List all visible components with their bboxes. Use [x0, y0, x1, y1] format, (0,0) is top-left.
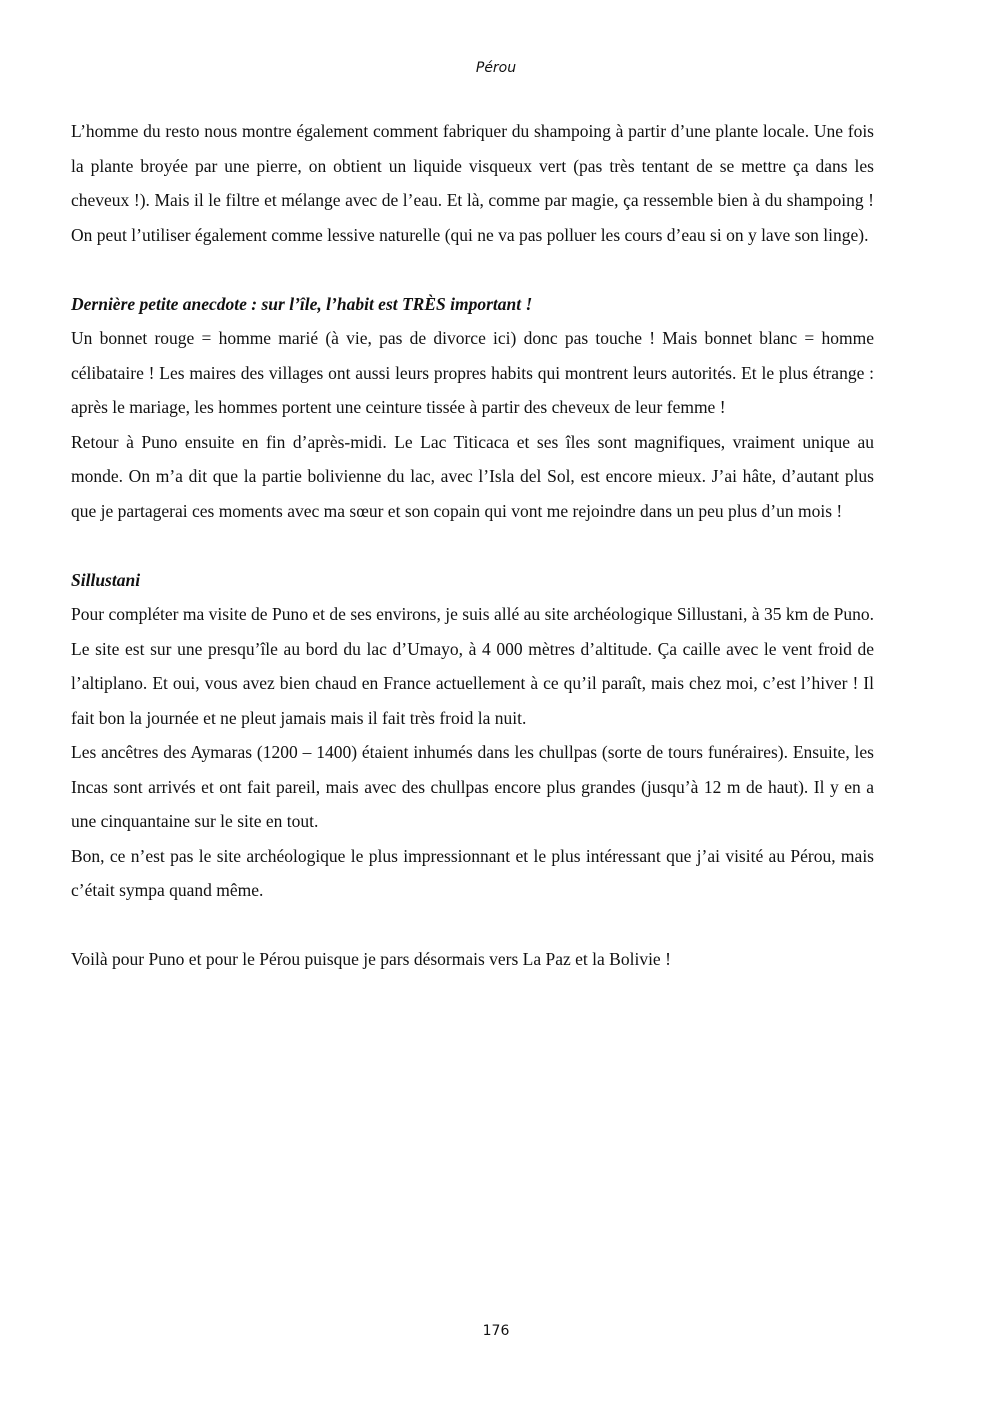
page-header: Pérou — [475, 60, 517, 76]
paragraph-retour-puno: Retour à Puno ensuite en fin d’après-midi. Le Lac Titicaca et ses îles sont magnifiques, vraiment unique au monde. On m’a dit que la partie bolivienne du lac, avec l’Isla del Sol, est encore mieux. J’ai hâte, d’autant plus que je partagerai ces moments avec ma sœur et son copain qui vont me rejoindre dans un peu plus d’un mois ! — [71, 431, 874, 521]
spacer — [71, 252, 874, 287]
paragraph-bonnet: Un bonnet rouge = homme marié (à vie, pas de divorce ici) donc pas touche ! Mais bonnet blanc = homme célibataire ! Les maires des villages ont aussi leurs propres habits qui montrent leurs autorités. Et le plus étrange : après le mariage, les hommes portent une ceinture tissée à partir des cheveux de leur femme ! — [71, 328, 874, 417]
paragraph-impression: Bon, ce n’est pas le site archéologique le plus impressionnant et le plus intéressant que j’ai visité au Pérou, mais c’était sympa quand même. — [71, 845, 874, 900]
page-number: 176 — [482, 1323, 510, 1339]
paragraph-aymaras: Les ancêtres des Aymaras (1200 – 1400) étaient inhumés dans les chullpas (sorte de tours funéraires). Ensuite, les Incas sont arrivés et ont fait pareil, mais avec des chullpas encore plus grandes (jusqu’à 12 m de haut). Il y en a une cinquantaine sur le site en tout. — [71, 742, 874, 831]
page-content — [71, 114, 874, 977]
heading-anecdote: Dernière petite anecdote : sur l’île, l’habit est TRÈS important ! — [71, 293, 533, 314]
spacer — [71, 908, 874, 943]
paragraph-shampoo: L’homme du resto nous montre également comment fabriquer du shampoing à partir d’une plante locale. Une fois la plante broyée par une pierre, on obtient un liquide visqueux vert (pas très tentant de se mettre ça dans les cheveux !). Mais il le filtre et mélange avec de l’eau. Et là, comme par magie, ça ressemble bien à du shampoing ! On peut l’utiliser également comme lessive naturelle (qui ne va pas polluer les cours d’eau si on y lave son linge). — [71, 121, 874, 245]
heading-sillustani: Sillustani — [71, 569, 141, 590]
paragraph-conclusion: Voilà pour Puno et pour le Pérou puisque je pars désormais vers La Paz et la Bolivie ! — [71, 949, 671, 969]
paragraph-sillustani-visit: Pour compléter ma visite de Puno et de ses environs, je suis allé au site archéologique Sillustani, à 35 km de Puno. Le site est sur une presqu’île au bord du lac d’Umayo, à 4 000 mètres d’altitude. Ça caille avec le vent froid de l’altiplano. Et oui, vous avez bien chaud en France actuellement à ce qu’il paraît, mais chez moi, c’est l’hiver ! Il fait bon la journée et ne pleut jamais mais il fait très froid la nuit. — [71, 604, 874, 728]
spacer — [71, 528, 874, 563]
